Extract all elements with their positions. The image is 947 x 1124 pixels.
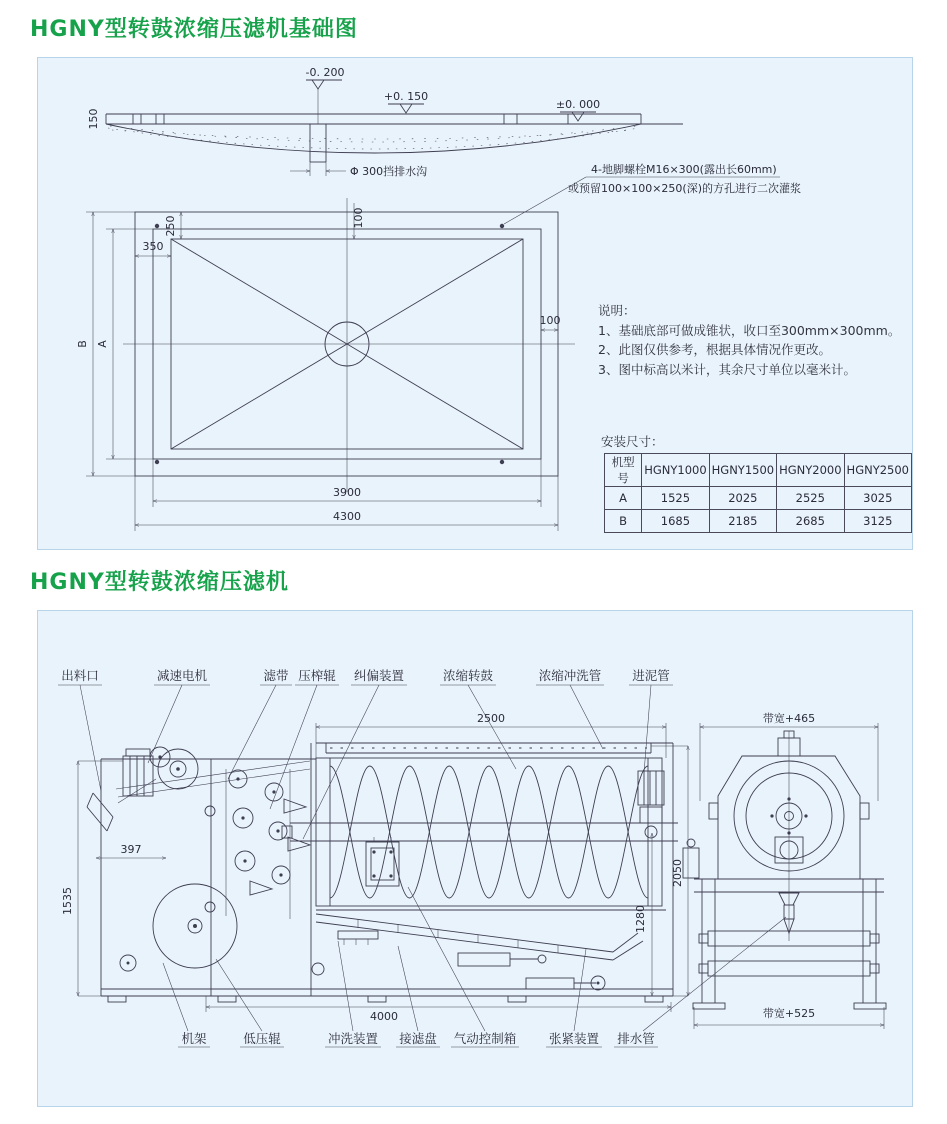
table-cell: A bbox=[605, 487, 642, 510]
foundation-drawing-panel bbox=[37, 57, 913, 550]
table-cell: 2025 bbox=[709, 487, 776, 510]
dim-1280: 1280 bbox=[634, 905, 647, 933]
label-press-roller: 压榨辊 bbox=[298, 668, 336, 683]
notes-item-3: 3、图中标高以米计，其余尺寸单位以毫米计。 bbox=[598, 361, 856, 377]
anchor-bolt-note bbox=[504, 162, 801, 224]
table-cell: 3025 bbox=[844, 487, 911, 510]
dim-3900: 3900 bbox=[333, 486, 361, 499]
air-filter-unit bbox=[683, 839, 699, 878]
dim-B: B bbox=[76, 340, 89, 348]
label-tensioning-device: 张紧装置 bbox=[548, 1031, 600, 1046]
dim-2500: 2500 bbox=[477, 712, 505, 725]
table-header-row bbox=[605, 454, 912, 487]
table-cell: 3125 bbox=[844, 510, 911, 533]
discharge-chute bbox=[87, 793, 113, 831]
wash-device bbox=[338, 931, 378, 945]
install-dimensions-table bbox=[604, 453, 912, 533]
bolt-note-line2: 或预留100×100×250(深)的方孔进行二次灌浆 bbox=[568, 182, 802, 195]
label-frame: 机架 bbox=[181, 1031, 207, 1046]
table-row bbox=[605, 487, 912, 510]
dim-A: A bbox=[96, 340, 109, 348]
dim-4000: 4000 bbox=[370, 1010, 398, 1023]
notes-item-1: 1、基础底部可做成锥状，收口至300mm×300mm。 bbox=[598, 322, 901, 338]
dim-100-right: 100 bbox=[539, 314, 561, 327]
table-header-hgny1000: HGNY1000 bbox=[642, 454, 709, 487]
thickening-drum bbox=[282, 758, 678, 910]
foundation-plan-view bbox=[76, 198, 575, 531]
elevation-mark-minus-0200 bbox=[306, 66, 345, 89]
dim-100-top: 100 bbox=[352, 207, 365, 229]
install-table-caption: 安装尺寸： bbox=[601, 434, 664, 449]
machine-drawing-panel bbox=[37, 610, 913, 1107]
machine-side-view bbox=[61, 712, 688, 1023]
elev-minus-text: -0. 200 bbox=[305, 66, 345, 79]
dim-1535: 1535 bbox=[61, 887, 74, 915]
gear-motor-assembly bbox=[123, 747, 198, 796]
label-gear-motor: 减速电机 bbox=[156, 668, 208, 683]
drain-ditch-label: Φ 300挡排水沟 bbox=[350, 165, 428, 178]
dim-350: 350 bbox=[142, 240, 164, 253]
dim-397: 397 bbox=[120, 843, 142, 856]
low-pressure-roller bbox=[153, 884, 237, 968]
foundation-section-view bbox=[87, 66, 683, 178]
machine-end-view bbox=[683, 711, 886, 1029]
dim-belt-width-465: 带宽+465 bbox=[762, 712, 816, 725]
label-filter-belt: 滤带 bbox=[263, 668, 289, 683]
elevation-mark-zero bbox=[556, 98, 600, 121]
dim-4300: 4300 bbox=[333, 510, 361, 523]
elev-plus-text: +0. 150 bbox=[383, 90, 429, 103]
table-cell: 2685 bbox=[777, 510, 844, 533]
table-header-hgny1500: HGNY1500 bbox=[709, 454, 776, 487]
table-cell: 2185 bbox=[709, 510, 776, 533]
page-title-machine: HGNY型转鼓浓缩压滤机 bbox=[30, 570, 289, 595]
anchor-bolt-dot bbox=[155, 224, 159, 228]
label-pneumatic-control-box: 气动控制箱 bbox=[453, 1031, 517, 1046]
label-thickening-drum: 浓缩转鼓 bbox=[442, 668, 494, 683]
anchor-bolt-dot bbox=[500, 460, 504, 464]
label-thickening-wash-pipe: 浓缩冲洗管 bbox=[538, 668, 602, 683]
table-header-hgny2500: HGNY2500 bbox=[844, 454, 911, 487]
slab-thickness-dim: 150 bbox=[87, 108, 100, 130]
table-cell: 2525 bbox=[777, 487, 844, 510]
label-wash-device: 冲洗装置 bbox=[327, 1031, 379, 1046]
press-roller-cluster bbox=[205, 769, 310, 919]
dim-250: 250 bbox=[164, 215, 177, 237]
dim-belt-width-525: 带宽+525 bbox=[762, 1007, 816, 1020]
bottom-callout-labels bbox=[163, 887, 786, 1047]
label-filtrate-tray: 接滤盘 bbox=[399, 1031, 437, 1046]
bolt-note-line1: 4-地脚螺栓M16×300(露出长60mm) bbox=[591, 163, 777, 176]
elev-zero-text: ±0. 000 bbox=[555, 98, 601, 111]
notes-item-2: 2、此图仅供参考，根据具体情况作更改。 bbox=[598, 342, 831, 357]
drum-drive-motor bbox=[638, 771, 664, 838]
anchor-bolt-dot bbox=[155, 460, 159, 464]
table-header-model: 机型号 bbox=[605, 454, 642, 487]
table-cell: 1685 bbox=[642, 510, 709, 533]
notes-heading: 说明： bbox=[598, 303, 636, 318]
table-cell: 1525 bbox=[642, 487, 709, 510]
pneumatic-control-box bbox=[366, 837, 399, 886]
machine-drawing bbox=[38, 611, 912, 1106]
label-deviation-correction: 纠偏装置 bbox=[353, 668, 405, 683]
table-cell: B bbox=[605, 510, 642, 533]
end-view-frame bbox=[693, 879, 886, 1009]
notes-block bbox=[598, 301, 908, 379]
table-header-hgny2000: HGNY2000 bbox=[777, 454, 844, 487]
anchor-bolt-dot bbox=[500, 224, 504, 228]
page-title-foundation: HGNY型转鼓浓缩压滤机基础图 bbox=[30, 17, 358, 42]
label-sludge-inlet-pipe: 进泥管 bbox=[632, 668, 670, 683]
label-discharge-port: 出料口 bbox=[61, 668, 99, 683]
table-row bbox=[605, 510, 912, 533]
dim-2050: 2050 bbox=[671, 859, 684, 887]
label-drain-pipe: 排水管 bbox=[617, 1031, 655, 1046]
label-low-pressure-roller: 低压辊 bbox=[243, 1031, 281, 1046]
elevation-mark-plus-0150 bbox=[384, 90, 428, 113]
